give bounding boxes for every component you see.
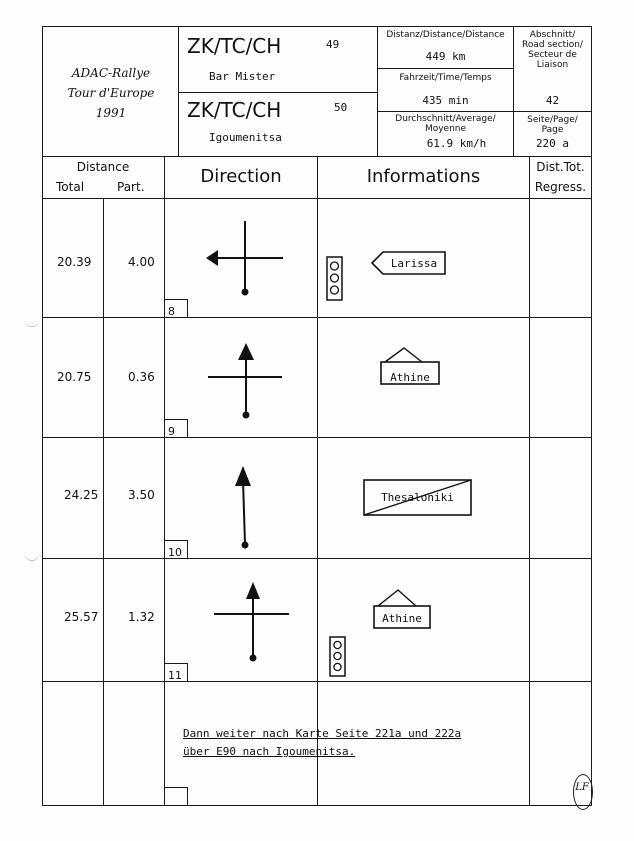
average-value: 61.9 km/h <box>426 137 487 150</box>
straight-arrow-icon <box>165 559 317 681</box>
time-label: Fahrzeit/Time/Temps <box>399 73 492 83</box>
row-number: 11 <box>168 669 182 682</box>
section-value: 42 <box>545 94 560 107</box>
row-total: 20.39 <box>57 255 92 269</box>
row-number: 8 <box>168 305 175 318</box>
traffic-light-icon <box>329 636 347 678</box>
checkpoint-code-2: ZK/TC/CH <box>187 98 282 122</box>
row-total: 20.75 <box>57 370 92 384</box>
rally-title: ADAC-Rallye <box>71 66 151 80</box>
page-value: 220 a <box>535 137 570 150</box>
col-informations-header: Informations <box>366 166 481 187</box>
row-partial: 0.36 <box>128 370 155 384</box>
checkpoint-code-1: ZK/TC/CH <box>187 34 282 58</box>
rally-subtitle: Tour d'Europe <box>67 86 155 100</box>
average-label-2: Moyenne <box>424 124 467 134</box>
page-label: Seite/Page/ <box>527 115 578 125</box>
section-label-4: Liaison <box>536 60 569 70</box>
section-label: Abschnitt/ <box>529 30 576 40</box>
straight-arrow-icon <box>165 318 317 437</box>
punch-hole <box>24 550 40 561</box>
time-value: 435 min <box>422 94 469 107</box>
sign-label: Larissa <box>390 257 438 270</box>
row-number-box <box>165 787 188 806</box>
sign-label: Athine <box>390 371 430 384</box>
traffic-light-icon <box>326 256 344 302</box>
sign-label: Athine <box>382 612 422 625</box>
average-label: Durchschnitt/Average/ <box>395 114 496 124</box>
section-label-2: Road section/ <box>522 40 583 50</box>
row-number: 10 <box>168 546 182 559</box>
row-partial: 4.00 <box>128 255 155 269</box>
col-total-header: Total <box>56 180 85 194</box>
punch-hole <box>24 316 40 327</box>
row-partial: 1.32 <box>128 610 155 624</box>
row-partial: 3.50 <box>128 488 155 502</box>
col-distance-header: Distance <box>76 160 130 174</box>
checkpoint-number-1: 49 <box>326 38 340 51</box>
sign-label: Thesaloniki <box>381 491 454 504</box>
col-partial-header: Part. <box>117 180 145 194</box>
checkpoint-name-2: Igoumenitsa <box>209 131 282 144</box>
straight-arrow-icon <box>165 438 317 558</box>
note-line-1: Dann weiter nach Karte Seite 221a und 222a <box>183 727 462 740</box>
col-regress-header: Regress. <box>534 180 587 194</box>
col-direction-header: Direction <box>200 166 282 187</box>
rally-year: 1991 <box>95 106 127 120</box>
turn-left-icon <box>165 199 317 317</box>
section-label-3: Secteur de <box>528 50 577 60</box>
row-total: 24.25 <box>64 488 99 502</box>
row-total: 25.57 <box>64 610 99 624</box>
note-line-2: über E90 nach Igoumenitsa. <box>183 745 356 758</box>
initials: LF <box>575 782 589 793</box>
page-label-2: Page <box>541 125 564 135</box>
checkpoint-name-1: Bar Mister <box>209 70 276 83</box>
distance-value: 449 km <box>425 50 466 63</box>
distance-label: Distanz/Distance/Distance <box>386 30 505 40</box>
col-disttot-header: Dist.Tot. <box>536 160 585 174</box>
checkpoint-number-2: 50 <box>334 101 348 114</box>
row-number: 9 <box>168 425 175 438</box>
